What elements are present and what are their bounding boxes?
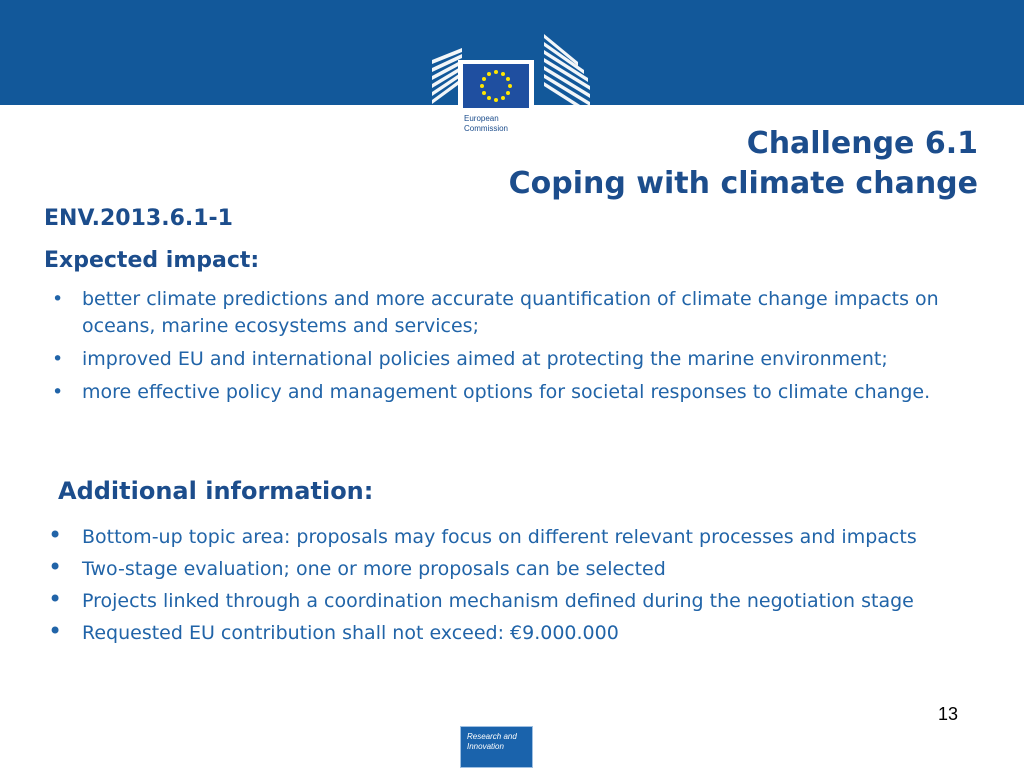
list-item-text: Projects linked through a coordination mechanism defined during the negotiation stage (82, 590, 914, 612)
badge-line-2: Innovation (467, 742, 504, 751)
bullet-icon: • (52, 348, 64, 370)
research-innovation-badge (460, 726, 533, 768)
list-item-text: Bottom-up topic area: proposals may focus on different relevant processes and impacts (82, 526, 917, 548)
page-number: 13 (938, 704, 959, 724)
additional-info-heading: Additional information: (58, 477, 374, 505)
logo-text-line1: European (464, 114, 499, 123)
title-line-1: Challenge 6.1 (746, 126, 978, 161)
badge-line-1: Research and (467, 732, 517, 741)
logo-text-line2: Commission (464, 124, 509, 133)
topic-code: ENV.2013.6.1-1 (44, 206, 233, 231)
bullet-icon: • (52, 288, 64, 310)
list-item-text: more effective policy and management options for societal responses to climate change. (82, 381, 931, 403)
list-item (44, 346, 984, 373)
list-item-text: Requested EU contribution shall not exceed: €9.000.000 (82, 622, 619, 644)
list-item (44, 379, 984, 406)
additional-info-list (44, 521, 1004, 652)
bullet-icon: • (48, 585, 63, 613)
list-item (44, 286, 984, 340)
expected-impact-list (44, 286, 984, 412)
bullet-icon: • (48, 617, 63, 645)
list-item (44, 521, 1004, 551)
bullet-icon: • (52, 381, 64, 403)
slide-title (509, 124, 978, 204)
list-item (44, 553, 1004, 583)
bullet-icon: • (48, 553, 63, 581)
title-line-2: Coping with climate change (508, 166, 978, 201)
list-item (44, 617, 1004, 647)
list-item-text: improved EU and international policies aimed at protecting the marine environment; (82, 348, 888, 370)
expected-impact-heading: Expected impact: (44, 248, 260, 273)
bullet-icon: • (48, 521, 63, 549)
list-item-text: Two-stage evaluation; one or more proposals can be selected (82, 558, 666, 580)
list-item-text: better climate predictions and more accurate quantification of climate change impacts on oceans, marine ecosystems and services; (82, 288, 939, 337)
list-item (44, 585, 1004, 615)
